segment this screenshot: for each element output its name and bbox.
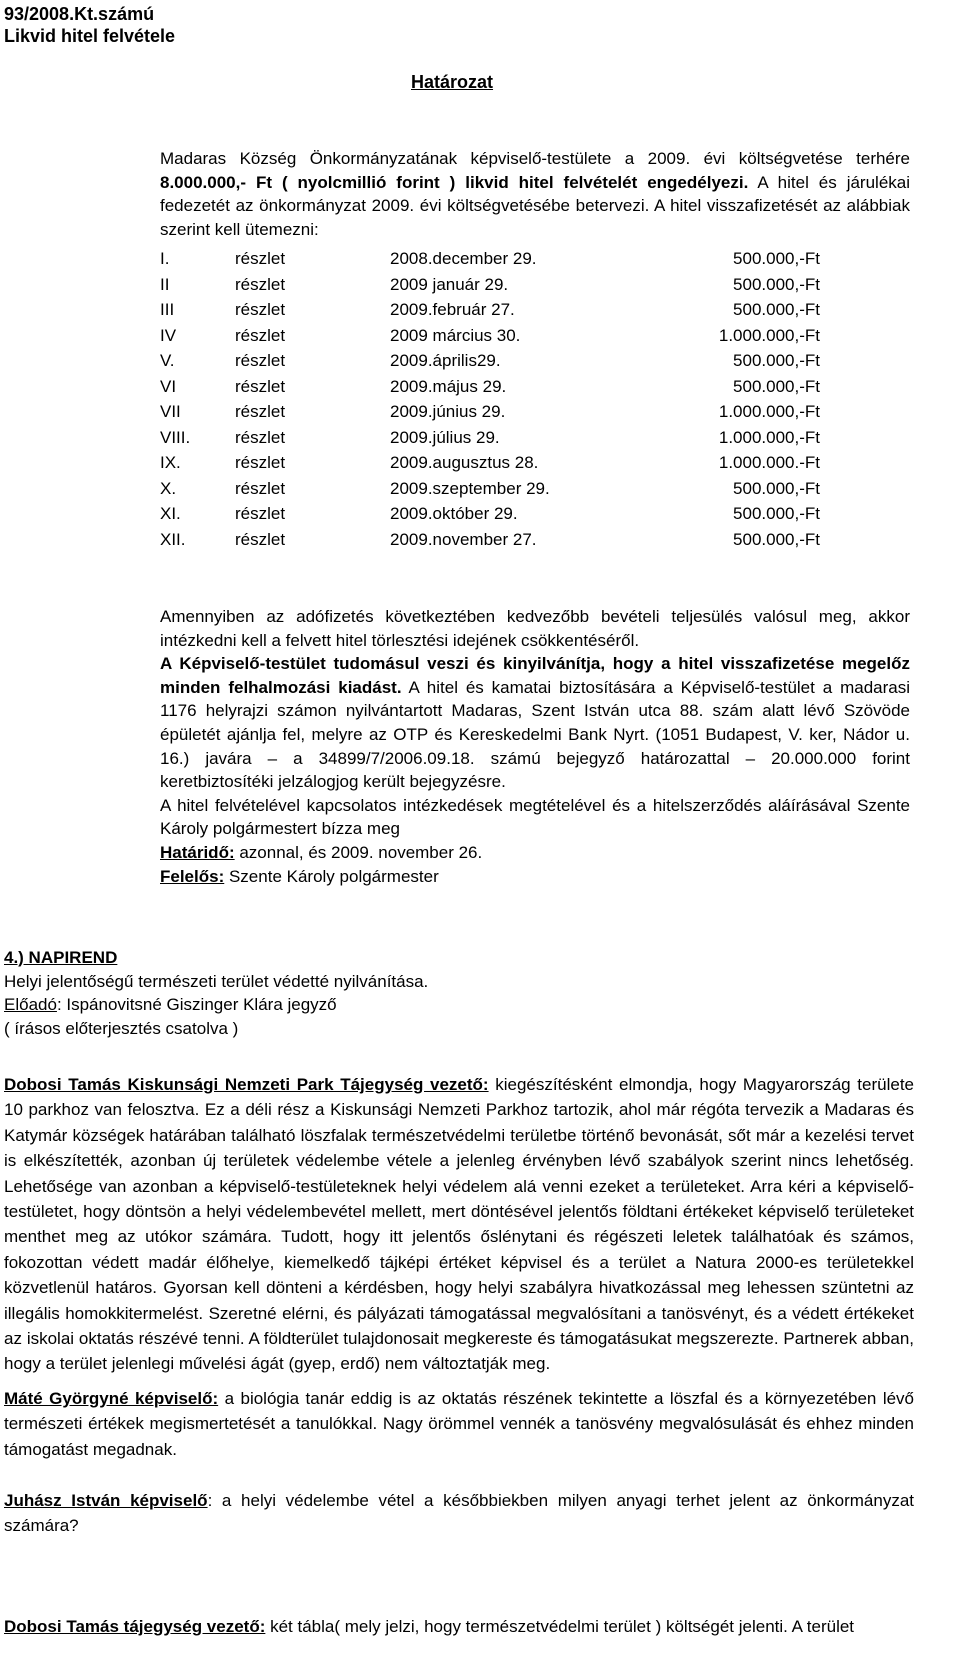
agenda-subject: Helyi jelentőségű természeti terület védetté nyilvánítása. [4, 971, 429, 991]
priority-statement: A Képviselő-testület tudomásul veszi és kinyilvánítja, hogy a hitel visszafizetése megelőz minden felhalmozási kiadást. [160, 654, 910, 697]
responsible-label: Felelős: [160, 866, 225, 886]
repayment-schedule [160, 249, 820, 555]
intro-text-a: Madaras Község Önkormányzatának képviselő-testülete a 2009. évi költségvetése terhére [160, 149, 910, 168]
deadline-value: azonnal, és 2009. november 26. [234, 842, 483, 862]
presenter-value: : Ispánovitsné Giszinger Klára jegyző [56, 995, 337, 1015]
responsible-line [160, 865, 910, 889]
schedule-row: IX. részlet 2009.augusztus 28. 1.000.000.-Ft [160, 453, 820, 472]
speaker-name: Dobosi Tamás Kiskunsági Nemzeti Park Tájegység vezető: [4, 1075, 489, 1094]
schedule-row: VI részlet 2009.május 29. 500.000,-Ft [160, 376, 820, 396]
deadline-label: Határidő: [160, 842, 235, 862]
speech-text: a biológia tanár eddig is az oktatás részének tekintette a löszfal és a környezetében lévő természeti értékek megismertetését a tanulókkal. Nagy örömmel vennék a tanösvény megvalósulását és ehhez minden támogatást megadnak. [4, 1389, 915, 1459]
speech-mate [4, 1386, 914, 1462]
intro-text-bold: 8.000.000,- Ft ( nyolcmillió forint ) likvid hitel felvételét engedélyezi. [160, 172, 749, 192]
schedule-row: V. részlet 2009.április29. 500.000,-Ft [160, 351, 820, 370]
speech-text: két tábla( mely jelzi, hogy természetvédelmi terület ) költségét jelenti. A terület [265, 1617, 855, 1636]
agenda-note: ( írásos előterjesztés csatolva ) [4, 1018, 239, 1038]
schedule-row: IV részlet 2009 március 30. 1.000.000,-Ft [160, 325, 820, 345]
schedule-row: III részlet 2009.február 27. 500.000,-Ft [160, 300, 820, 319]
collateral-text: A hitel és kamatai biztosítására a Képviselő-testület a madarasi 1176 helyrajzi számon nyilvántartott Madaras, Szent István utca 88. szám alatt lévő Szövöde épületét ajánlja fel, melyre az OTP és Kereskedelmi Bank Nyrt. (1051 Budapest, V. ker, Nádor u. 16.) javára – a 34899/7/2006.09.18. számú bejegyző határozattal – 20.000.000 forint keretbiztosítéki jelzálogjog került bejegyzésre. [160, 677, 910, 792]
speech-text: : a helyi védelembe vétel a későbbiekben milyen anyagi terhet jelent az önkormányzat számára? [4, 1491, 914, 1536]
speech-juhasz [4, 1488, 914, 1539]
speaker-name: Máté Györgyné képviselő: [4, 1389, 219, 1408]
speech-dobosi-2 [4, 1614, 914, 1639]
schedule-row: XII. részlet 2009.november 27. 500.000,-Ft [160, 529, 820, 549]
collateral-paragraph [160, 652, 910, 794]
schedule-row: XI. részlet 2009.október 29. 500.000,-Ft [160, 504, 820, 523]
resolution-subject: Likvid hitel felvétele [4, 26, 176, 46]
resolution-intro [160, 147, 910, 241]
page-title: Határozat [411, 72, 494, 92]
resolution-number: 93/2008.Kt.számú [4, 4, 155, 24]
schedule-row: VIII. részlet 2009.július 29. 1.000.000,-Ft [160, 427, 820, 447]
speech-dobosi [4, 1072, 914, 1377]
resolution-terms [160, 605, 910, 888]
early-repayment-paragraph: Amennyiben az adófizetés következtében kedvezőbb bevételi teljesülés valósul meg, akkor intézkedni kell a felvett hitel törlesztési idejének csökkentéséről. [160, 607, 910, 650]
agenda-heading: 4.) NAPIREND [4, 948, 118, 967]
intro-text-c: A hitel és járulékai fedezetét az önkormányzat 2009. évi költségvetésébe betervezi. A hitel visszafizetését az alábbiak szerint kell ütemezni: [160, 172, 910, 239]
schedule-row: X. részlet 2009.szeptember 29. 500.000,-Ft [160, 478, 820, 498]
deadline-line [160, 841, 910, 865]
agenda-presenter [4, 993, 914, 1017]
speaker-name: Juhász István képviselő [4, 1491, 208, 1510]
presenter-label: Előadó [4, 995, 57, 1015]
authorization-paragraph: A hitel felvételével kapcsolatos intézkedések megtételével és a hitelszerződés aláírásával Szente Károly polgármestert bízza meg [160, 795, 910, 839]
schedule-row: II részlet 2009 január 29. 500.000,-Ft [160, 274, 820, 294]
schedule-row: I. részlet 2008.december 29. 500.000,-Ft [160, 249, 820, 268]
speech-text: kiegészítésként elmondja, hogy Magyarország területe 10 parkhoz van felosztva. Ez a déli rész a Kiskunsági Nemzeti Parkhoz tartozik, ahol már régóta tervezik a Madaras és Katymár községek határában található löszfalak természetvédelmi területbe történő bevonását, sőt már a kezelési tervet is elkészítették, azonban új területek védelembe vétele a jelenleg érvényben lévő szabályok szerint nincs lehetőség. Lehetősége van azonban a képviselő-testületeknek helyi védelem alá venni ezeket a területeket. Arra kéri a képviselő-testületet, hogy döntsön a helyi védelembevétel mellett, mert döntésével jelentős földtani értékeket képviselő területeket menthet meg az utókor számára. Tudott, hogy itt jelentős őslénytani és régészeti leletek találhatóak és számos, fokozottan védett madár élőhelye, kiemelkedő tájképi értéket képvisel és a terület a Natura 2000-es területekkel közvetlenül határos. Gyorsan kell dönteni a kérdésben, hogy helyi szabályra hivatkozással meg lehessen szüntetni az illegális homokkitermelést. Szeretné elérni, és pályázati támogatással megvalósítani a tanösvényt, és a védett értékeket az iskolai oktatás részévé tenni. A földterület tulajdonosait megkereste és támogatásukat megszerezte. Partnerek abban, hogy a terület jelenlegi művelési ágát (gyep, erdő) nem változtatják meg. [4, 1075, 914, 1374]
schedule-row: VII részlet 2009.június 29. 1.000.000,-Ft [160, 402, 820, 421]
responsible-value: Szente Károly polgármester [224, 866, 439, 886]
speaker-name: Dobosi Tamás tájegység vezető: [4, 1617, 266, 1636]
agenda-item [4, 946, 914, 1040]
